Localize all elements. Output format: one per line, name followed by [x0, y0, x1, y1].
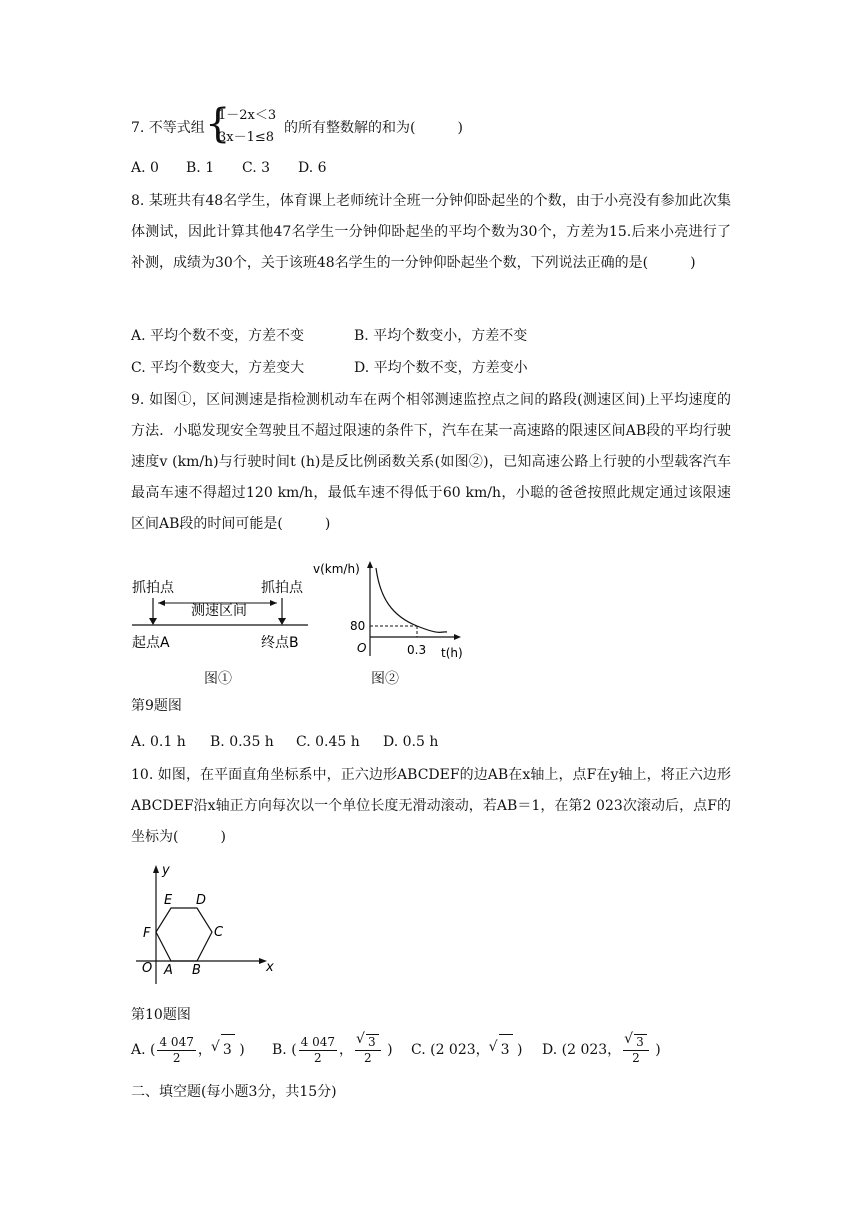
- q10-option-b-end: ): [387, 1042, 393, 1058]
- q7-inequality-2: 3x－1≤8: [218, 130, 275, 145]
- fig1-left-bottom-label: 起点A: [132, 635, 170, 651]
- q10-label-E: E: [164, 893, 173, 908]
- q10-option-c: [411, 1034, 523, 1065]
- q10-option-b-radical-wrap: [355, 1034, 381, 1051]
- q9-figure-1: [128, 572, 318, 668]
- q10-option-d: [542, 1034, 661, 1066]
- q10-label-O: O: [142, 961, 153, 976]
- q9-option-d: D. 0.5 h: [383, 734, 439, 750]
- fig1-middle-label: 测速区间: [191, 603, 247, 619]
- fig1-interval-arrow-left: [158, 600, 165, 606]
- fig1-interval-arrow-right: [270, 600, 277, 606]
- fig2-y-tick-label: 80: [350, 619, 366, 633]
- q8-option-b: B. 平均个数变小，方差不变: [354, 328, 528, 344]
- fig2-caption: 图②: [371, 671, 399, 687]
- q10-figure: [128, 860, 276, 990]
- q9-option-c: C. 0.45 h: [296, 734, 360, 750]
- fig1-right-arrowhead: [278, 618, 286, 625]
- q10-option-a: [131, 1034, 245, 1066]
- q9-text: 9. 如图①，区间测速是指检测机动车在两个相邻测速监控点之间的路段(测速区间)上平均速度的方法．小聪发现安全驾驶且不超过限速的条件下，汽车在某一高速路的限速区间AB段的平均行驶速度v (km/h)与行驶时间t (h)是反比例函数关系(如图②)，已知高速公路上行驶的小型载客汽车最高车速不得超过120 km/h，最低车速不得低于60 km/h，小聪的爸爸按照此规定通过该限速区间AB段的时间可能是( ): [131, 392, 731, 532]
- q8-option-c: C. 平均个数变大，方差变大: [131, 360, 305, 376]
- q10-option-d-radical-wrap: [623, 1034, 649, 1051]
- q7-option-d: D. 6: [298, 160, 327, 176]
- fig1-right-bottom-label: 终点B: [261, 635, 299, 651]
- q7-option-b: B. 1: [186, 160, 215, 176]
- q10-option-a-radical: √ 3: [221, 1034, 235, 1065]
- q10-hexagon: [156, 908, 212, 961]
- q10-option-a-sep: ，: [197, 1042, 212, 1058]
- q10-option-b-label: B. (: [272, 1042, 297, 1058]
- q8-option-d: D. 平均个数不变，方差变小: [354, 360, 528, 376]
- q9-figure-caption: 第9题图: [131, 698, 182, 714]
- q10-option-d-radical: √ 3: [634, 1034, 647, 1050]
- fig1-left-top-label: 抓拍点: [132, 580, 174, 596]
- q10-option-a-fraction: [157, 1035, 195, 1066]
- fig2-t-axis-arrow: [454, 634, 461, 640]
- q10-figure-caption: 第10题图: [131, 1007, 191, 1023]
- q8-option-a: A. 平均个数不变，方差不变: [131, 328, 305, 344]
- q10-option-b-sep: ，: [339, 1042, 354, 1058]
- q8-text: 8. 某班共有48名学生，体育课上老师统计全班一分钟仰卧起坐的个数，由于小亮没有参加此次集体测试，因此计算其他47名学生一分钟仰卧起坐的平均个数为30个，方差为15.后来小亮进行了补测，成绩为30个，关于该班48名学生的一分钟仰卧起坐个数，下列说法正确的是( ): [131, 193, 731, 271]
- q9-option-a: A. 0.1 h: [131, 734, 186, 750]
- q10-option-c-label: C. (2 023，: [411, 1042, 490, 1058]
- q10-option-b: [272, 1034, 393, 1066]
- q10-text: 10. 如图，在平面直角坐标系中，正六边形ABCDEF的边AB在x轴上，点F在y轴上，将正六边形ABCDEF沿x轴正方向每次以一个单位长度无滑动滚动，若AB＝1，在第2 023次滚动后，点F的坐标为( ): [131, 767, 731, 845]
- q10-option-a-end: ): [239, 1042, 245, 1058]
- q10-label-C: C: [214, 925, 224, 940]
- q10-option-d-end: ): [655, 1042, 661, 1058]
- q7-brace: {: [205, 101, 231, 147]
- fig2-origin-label: O: [357, 641, 367, 655]
- fig2-x-tick-label: 0.3: [407, 643, 427, 657]
- q10-label-B: B: [192, 963, 201, 978]
- q10-option-b-denominator: 2: [314, 1050, 322, 1065]
- section-2-heading: 二、填空题(每小题3分，共15分): [131, 1084, 337, 1100]
- q10-option-a-label: A. (: [131, 1042, 156, 1058]
- q7-number: 7. 不等式组: [131, 120, 205, 136]
- fig1-right-top-label: 抓拍点: [261, 580, 303, 596]
- q9-option-b: B. 0.35 h: [210, 734, 274, 750]
- q10-option-c-end: ): [517, 1042, 523, 1058]
- fig2-x-label: t(h): [441, 646, 463, 660]
- q7-option-a: A. 0: [131, 160, 159, 176]
- q10-option-a-denominator: 2: [172, 1050, 181, 1065]
- q10-label-D: D: [196, 893, 207, 908]
- fig2-curve: [376, 568, 447, 632]
- q7-inequality-1: 1－2x＜3: [218, 108, 277, 123]
- fig1-left-arrowhead: [149, 618, 157, 625]
- q10-option-b-fraction: [299, 1035, 337, 1066]
- fig2-y-label: v(km/h): [313, 562, 360, 576]
- q10-option-b-radical: √ 3: [366, 1034, 379, 1050]
- fig2-v-axis-arrow: [367, 561, 373, 568]
- q10-label-A: A: [164, 963, 173, 978]
- q9-figure-2: [310, 558, 470, 664]
- q10-label-x: x: [266, 960, 274, 975]
- q10-label-y: y: [162, 863, 170, 878]
- q10-option-b-numerator: 4 047: [300, 1034, 336, 1049]
- q10-option-d-denominator: 2: [632, 1051, 640, 1065]
- q10-label-F: F: [143, 926, 151, 941]
- q10-option-c-radical: √ 3: [499, 1034, 513, 1065]
- q10-option-d-label: D. (2 023，: [542, 1042, 622, 1058]
- q10-option-d-fraction: [623, 1034, 649, 1066]
- q10-option-b-fraction-2: [355, 1034, 381, 1066]
- q7-tail: 的所有整数解的和为( ): [284, 120, 463, 136]
- q10-option-a-numerator: 4 047: [159, 1034, 194, 1049]
- q10-option-b-denominator-2: 2: [364, 1051, 372, 1065]
- q10-y-axis-arrow: [153, 865, 159, 873]
- q7-option-c: C. 3: [242, 160, 271, 176]
- fig1-caption: 图①: [204, 671, 232, 687]
